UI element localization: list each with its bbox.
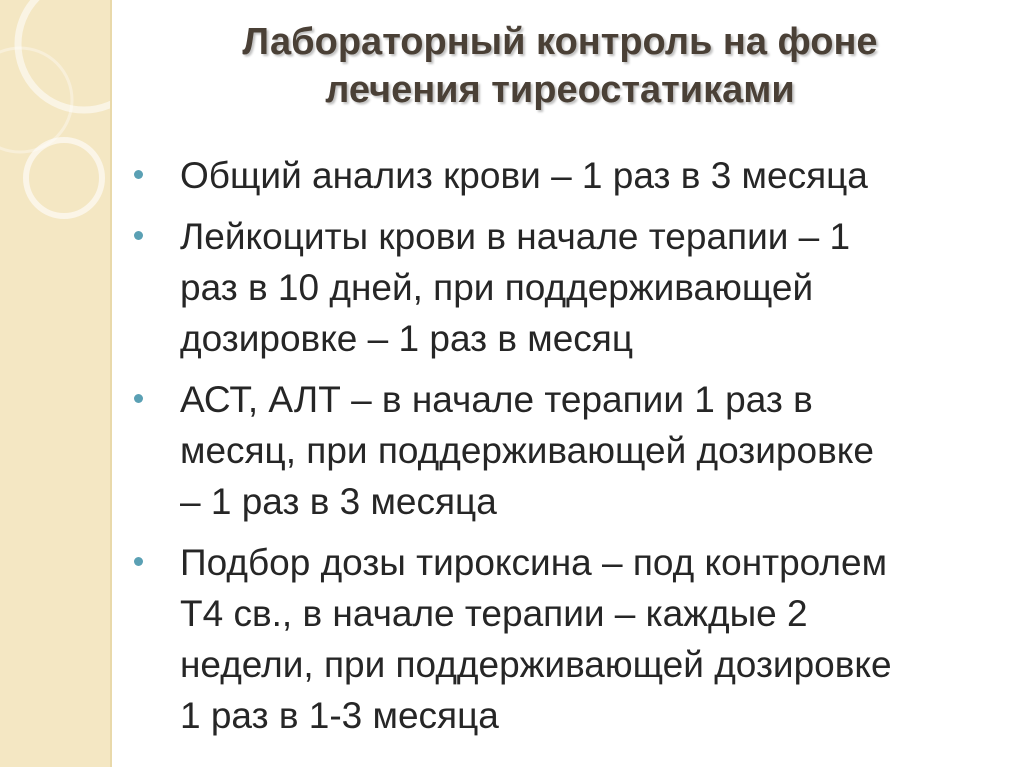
bullet-dot-icon — [134, 394, 143, 403]
bullet-line: месяц, при поддерживающей дозировке — [180, 430, 874, 471]
decorative-side-band — [0, 0, 112, 767]
bullet-line: Лейкоциты крови в начале терапии – 1 — [180, 216, 851, 257]
bullet-line: Подбор дозы тироксина – под контролем — [180, 542, 888, 583]
slide-title-line: лечения тиреостатиками — [325, 69, 795, 111]
bullet-dot-icon — [134, 231, 143, 240]
bullet-line: АСТ, АЛТ – в начале терапии 1 раз в — [180, 379, 813, 420]
bullet-list — [128, 150, 1008, 751]
bullet-line: – 1 раз в 3 месяца — [180, 481, 497, 522]
decorative-ring — [18, 0, 112, 110]
bullet-dot-icon — [134, 557, 143, 566]
bullet-item — [128, 150, 1008, 201]
bullet-dot-icon — [134, 170, 143, 179]
bullet-line: дозировке – 1 раз в месяц — [180, 318, 634, 359]
decorative-ring — [26, 140, 102, 216]
decorative-ring — [0, 48, 72, 152]
bullet-line: недели, при поддерживающей дозировке — [180, 644, 892, 685]
slide-title-line: Лабораторный контроль на фоне — [242, 21, 878, 63]
bullet-line: раз в 10 дней, при поддерживающей — [180, 267, 814, 308]
bullet-item — [128, 211, 1008, 364]
bullet-line: Т4 св., в начале терапии – каждые 2 — [180, 593, 808, 634]
bullet-item — [128, 374, 1008, 527]
decorative-rings — [0, 0, 112, 767]
bullet-item — [128, 537, 1008, 741]
bullet-line: 1 раз в 1-3 месяца — [180, 695, 499, 736]
slide-title — [120, 18, 1000, 114]
bullet-line: Общий анализ крови – 1 раз в 3 месяца — [180, 155, 868, 196]
